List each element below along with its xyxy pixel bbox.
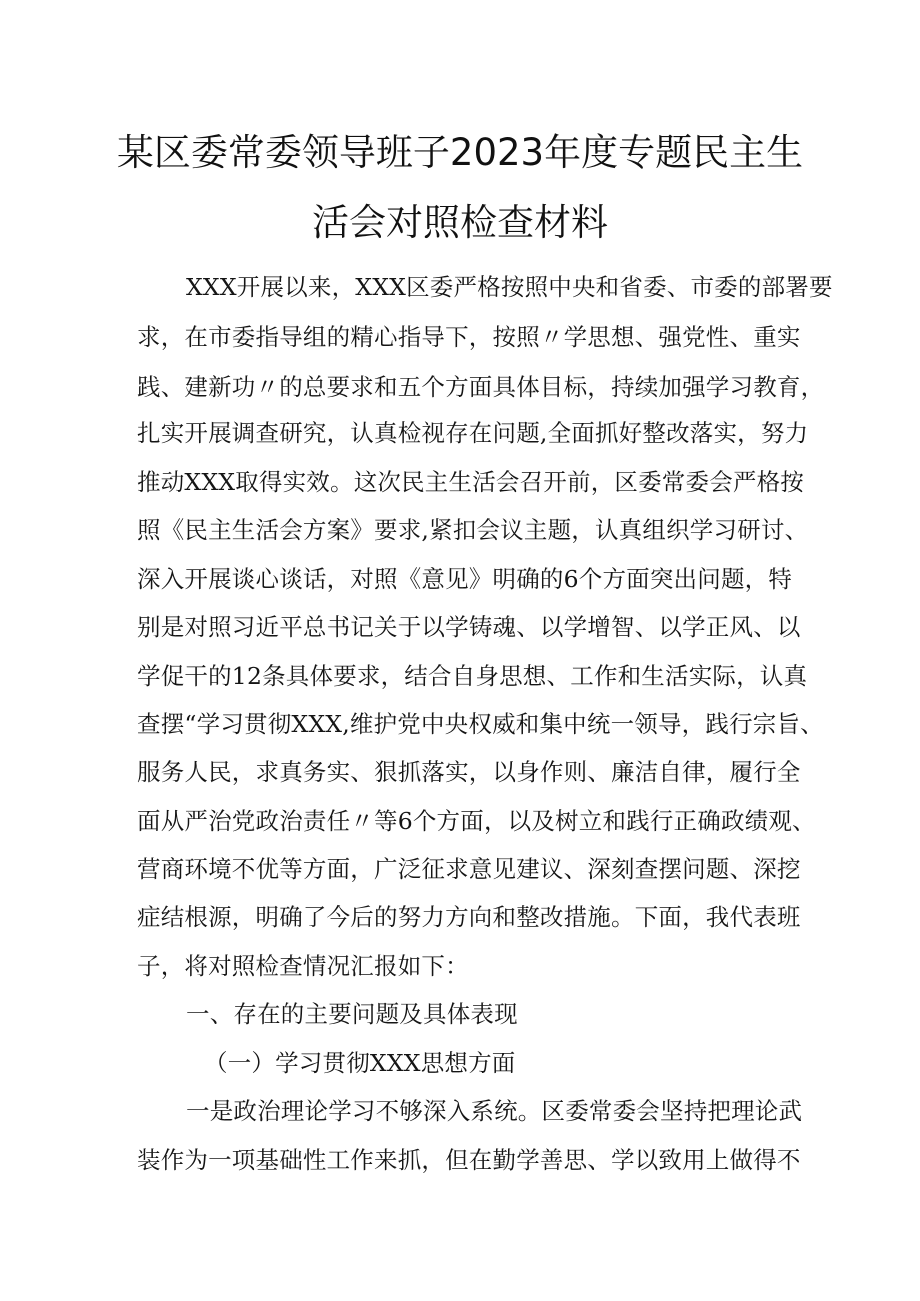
paragraph-line: 装作为一项基础性工作来抓，但在勤学善思、学以致用上做得不	[137, 1146, 801, 1174]
paragraph-line: 服务人民，求真务实、狠抓落实，以身作则、廉洁自律，履行全	[137, 758, 801, 786]
paragraph-line: 症结根源，明确了今后的努力方向和整改措施。下面，我代表班	[137, 903, 801, 931]
paragraph-line: 面从严治党政治责任〃等6个方面，以及树立和践行正确政绩观、	[137, 807, 816, 835]
paragraph-line: 别是对照习近平总书记关于以学铸魂、以学增智、以学正风、以	[137, 613, 801, 641]
paragraph-line: 推动XXX取得实效。这次民主生活会召开前，区委常委会严格按	[137, 468, 804, 496]
document-title-line-1: 某区委常委领导班子2023年度专题民主生	[116, 131, 804, 174]
paragraph-line: 扎实开展调查研究，认真检视存在问题,全面抓好整改落实，努力	[137, 419, 809, 447]
paragraph-line: 学促干的12条具体要求，结合自身思想、工作和生活实际，认真	[137, 662, 808, 690]
section-heading: 一、存在的主要问题及具体表现	[186, 1000, 518, 1028]
subsection-heading: （一）学习贯彻XXX思想方面	[204, 1049, 516, 1077]
paragraph-line: 一是政治理论学习不够深入系统。区委常委会坚持把理论武	[186, 1097, 803, 1125]
paragraph-line: 子，将对照检查情况汇报如下：	[137, 952, 469, 980]
paragraph-line: XXX开展以来，XXX区委严格按照中央和省委、市委的部署要	[186, 273, 833, 301]
paragraph-line: 求，在市委指导组的精心指导下，按照〃学思想、强党性、重实	[137, 323, 801, 351]
paragraph-line: 营商环境不优等方面，广泛征求意见建议、深刻查摆问题、深挖	[137, 855, 801, 883]
paragraph-line: 深入开展谈心谈话，对照《意见》明确的6个方面突出问题，特	[137, 565, 793, 593]
paragraph-line: 照《民主生活会方案》要求,紧扣会议主题，认真组织学习研讨、	[137, 516, 809, 544]
paragraph-line: 践、建新功〃的总要求和五个方面具体目标，持续加强学习教育，	[137, 373, 825, 401]
paragraph-line: 查摆“学习贯彻XXX,维护党中央权威和集中统一领导，践行宗旨、	[137, 710, 824, 738]
document-title-line-2: 活会对照检查材料	[312, 201, 608, 244]
